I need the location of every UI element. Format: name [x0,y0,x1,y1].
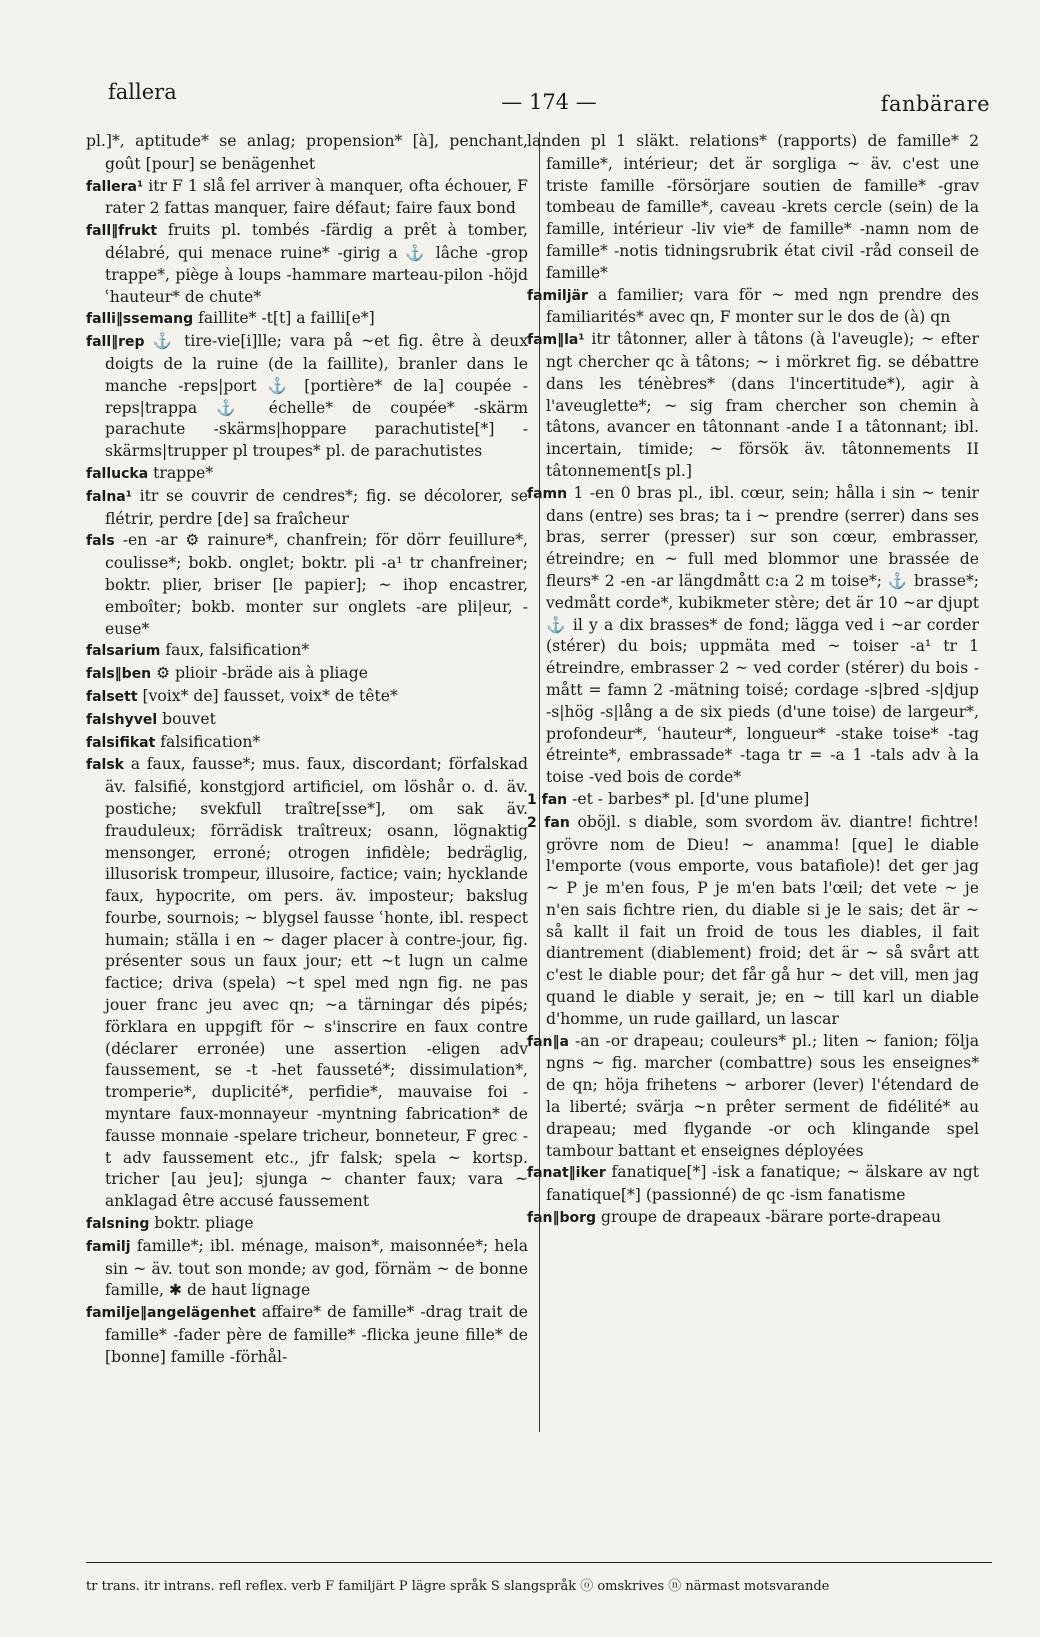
dictionary-entry [86,331,528,463]
dictionary-entry [527,131,979,285]
entry-definition: a familier; vara för ~ med ngn prendre des familiarités* avec qn, F monter sur le dos de (à) qn [546,285,979,327]
entry-definition: affaire* de famille* -drag trait de famille* -fader père de famille* -flicka jeune fille* de [bonne] famille -förhål- [105,1303,528,1366]
headword: fanat‖iker [527,1165,606,1182]
headword: fall‖rep [86,334,145,351]
dictionary-entry [86,486,528,531]
dictionary-entry [86,1236,528,1302]
entry-definition: -et - barbes* pl. [d'une plume] [567,789,810,808]
entry-definition: itr F 1 slå fel arriver à manquer, ofta échouer, F rater 2 fattas manquer, faire défaut; faire faux bond [105,176,528,218]
headword: fall‖frukt [86,223,158,240]
dictionary-entry [86,663,528,686]
page-header [108,80,990,120]
entry-definition: ⚓ tire-vie[i]lle; vara på ~et fig. être à deux doigts de la ruine (de la faillite), branler dans le manche -reps|port ⚓ [portière* de la] coupée -reps|trappa ⚓ échelle* de coupée* -skärm parachute -skärms|hoppare parachutiste[*] -skärms|trupper pl troupes* pl. de parachutistes [105,332,528,461]
entry-definition: a faux, fausse*; mus. faux, discordant; förfalskad äv. falsifié, konstgjord artificiel, om löshår o. d. äv. postiche; svekfull traître[sse*], om sak äv. frauduleux; förrädisk traîtreux; osann, lögnaktig mensonger, erroné; otrogen infidèle; bedräglig, illusorisk trompeur, illusoire, factice; vain; hycklande faux, hypocrite, om pers. äv. imposteur; bakslug fourbe, sournois; ~ blygsel fausse ʿhonte, ibl. respect humain; ställa i en ~ dager placer à contre-jour, fig. présenter sous un faux jour; ett ~t lugn un calme factice; driva (spela) ~t spel med ngn fig. ne pas jouer franc jeu avec qn; ~a tärningar dés pipés; förklara en uppgift för ~ s'inscrire en faux contre (déclarer erronée) une assertion -eligen adv faussement, se -t -het fausseté*; dissimulation*, tromperie*, duplicité*, perfidie*, mauvaise foi -myntare faux-monnayeur -myntning fabrication* de fausse monnaie -spelare tricheur, bonneteur, F grec -t adv faussement etc., jfr falsk; spela ~ kortsp. tricher [au jeu]; sjunga ~ chanter faux; vara ~ anklagad être accusé faussement [105,755,528,1211]
entry-definition: pl.]*, aptitude* se anlag; propension* [à], penchant, goût [pour] se benägenhet [86,132,528,173]
headword: falna¹ [86,488,132,505]
dictionary-entry [86,754,528,1213]
dictionary-entry [527,285,979,330]
headword: famn [527,485,568,502]
entry-definition: oböjl. s diable, som svordom äv. diantre! fichtre! grövre nom de Dieu! ~ anamma! [que] le diable l'emporte (vous emporte, vous batafiole)! det ger jag ~ P je m'en fous, P je m'en bats l'œil; det vete ~ je n'en sais fichtre rien, du diable si je le sais; det är ~ så kallt il fait un froid de tous les diables, il fait diantrement (diablement) froid; det är ~ så svårt att c'est le diable pour; det får gå hur ~ det vill, men jag quand le diable y serait, je; en ~ till karl un diable d'homme, un rude gaillard, un lascar [546,812,979,1028]
abbreviation-footer: tr trans. itr intrans. refl reflex. verb F familjärt P lägre språk S slangspråk ⓞ omskrives ⓝ närmast motsvarande [86,1579,830,1594]
headword: falsarium [86,643,161,660]
right-column [527,131,979,1501]
dictionary-entry [527,1207,979,1230]
entry-definition: boktr. pliage [149,1214,254,1233]
entry-definition: faillite* -t[t] a failli[e*] [193,309,375,328]
headword: fals [86,533,115,550]
headword: falli‖ssemang [86,311,194,328]
header-left-guide-word: fallera [108,80,177,104]
headword: fan‖borg [527,1210,597,1227]
entry-definition: landen pl 1 släkt. relations* (rapports) de famille* 2 famille*, intérieur; det är sorgliga ~ äv. c'est une triste famille -försörjare soutien de famille* -grav tombeau de famille*, caveau -krets cercle (sein) de la famille, intérieur -liv vie* de famille* -namn nom de famille* -notis tidningsrubrik état civil -råd conseil de famille* [527,132,979,282]
entry-definition: famille*; ibl. ménage, maison*, maisonnée*; hela sin ~ äv. tout son monde; av god, förnäm ~ de bonne famille, ✱ de haut lignage [105,1236,528,1300]
entry-definition: groupe de drapeaux -bärare porte-drapeau [596,1208,942,1227]
dictionary-entry [527,329,979,483]
entry-definition: fanatique[*] -isk a fanatique; ~ älskare av ngt fanatique[*] (passionné) de qc -ism fanatisme [546,1163,979,1205]
dictionary-entry [527,789,979,812]
entry-definition: trappe* [148,463,214,482]
headword: fallucka [86,465,149,482]
header-right-guide-word: fanbärare [880,92,990,116]
dictionary-entry [86,220,528,308]
headword: fallera¹ [86,178,144,195]
headword: falshyvel [86,711,158,728]
dictionary-entry [86,640,528,663]
entry-definition: -an -or drapeau; couleurs* pl.; liten ~ fanion; följa ngns ~ fig. marcher (combattre) sous les enseignes* de qn; höja frihetens ~ arborer (lever) l'étendard de la liberté; svärja ~n prêter serment de fidélité* au drapeau; med flygande -or och klingande spel tambour battant et enseignes déployées [546,1031,979,1160]
entry-definition: fruits pl. tombés -färdig a prêt à tomber, délabré, qui menace ruine* -girig a ⚓ lâche -grop trappe*, piège à loups -hammare marteau-pilon -höjd ʿhauteur* de chute* [105,221,528,306]
headword: 1 fan [527,791,568,808]
entry-definition: bouvet [157,709,216,728]
dictionary-entry [86,1302,528,1368]
page-number: — 174 — [501,90,597,114]
dictionary-entry [527,1031,979,1163]
headword: familjär [527,287,588,304]
headword: falsifikat [86,734,156,751]
headword: familj [86,1238,131,1255]
headword: familje‖angelägenhet [86,1305,256,1322]
dictionary-entry [86,686,528,709]
dictionary-entry [86,176,528,221]
entry-definition: falsification* [155,732,261,751]
dictionary-entry [86,709,528,732]
headword: falsett [86,688,138,705]
dictionary-entry [86,732,528,755]
dictionary-entry [86,463,528,486]
entry-definition: itr tâtonner, aller à tâtons (à l'aveugle); ~ efter ngt chercher qc à tâtons; ~ i mörkret fig. se débattre dans les ténèbres* (dans l'incertitude*), agir à l'aveuglette*; ~ sig fram chercher son chemin à tâtons, avancer en tâtonnant -ande I a tâtonnant; ibl. incertain, timide; ~ försök äv. tâtonnements II tâtonnement[s pl.] [546,330,979,480]
entry-definition: 1 -en 0 bras pl., ibl. cœur, sein; hålla i sin ~ tenir dans (entre) ses bras; ta i ~ prendre (serrer) dans ses bras, serrer (presser) sur son cœur, embrasser, étreindre; en ~ full med blommor une brassée de fleurs* 2 -en -ar längdmått c:a 2 m toise*; ⚓ brasse*; vedmått corde*, kubikmeter stère; det är 10 ~ar djupt ⚓ il y a dix brasses* de fond; lägga ved i ~ar corder (stérer) du bois; uppmäta med ~ toiser -a¹ tr 1 étreindre, embrasser 2 ~ ved corder (stérer) du bois -mått = famn 2 -mätning toisé; cordage -s|bred -s|djup -s|hög -s|lång a de six pieds (d'une toise) de largeur*, profondeur*, ʿhauteur*, longueur* -stake toise* -tag étreinte*, embrassade* -taga tr = -a 1 -tals adv à la toise -ved bois de corde* [546,483,979,787]
entry-definition: ⚙ plioir -bräde ais à pliage [151,664,368,683]
dictionary-entry [86,1213,528,1236]
dictionary-entry [527,1162,979,1207]
footer-rule [86,1562,992,1563]
dictionary-entry [527,812,979,1031]
headword: fals‖ben [86,666,152,683]
entry-definition: itr se couvrir de cendres*; fig. se décolorer, se flétrir, perdre [de] sa fraîcheur [105,486,528,528]
headword: falsk [86,757,124,774]
left-column [86,131,528,1501]
headword: falsning [86,1216,150,1233]
entry-definition: [voix* de] fausset, voix* de tête* [137,686,398,705]
dictionary-entry [86,308,528,331]
headword: 2 fan [527,814,570,831]
dictionary-entry [527,483,979,789]
entry-definition: -en -ar ⚙ rainure*, chanfrein; för dörr feuillure*, coulisse*; bokb. onglet; boktr. pli -a¹ tr chanfreiner; boktr. plier, briser [le papier]; ~ ihop encastrer, emboîter; bokb. monter sur onglets -are pli|eur, -euse* [105,531,528,638]
dictionary-entry [86,530,528,640]
headword: fan‖a [527,1033,569,1050]
entry-definition: faux, falsification* [160,641,310,660]
headword: fam‖la¹ [527,332,585,349]
dictionary-entry [86,131,528,176]
